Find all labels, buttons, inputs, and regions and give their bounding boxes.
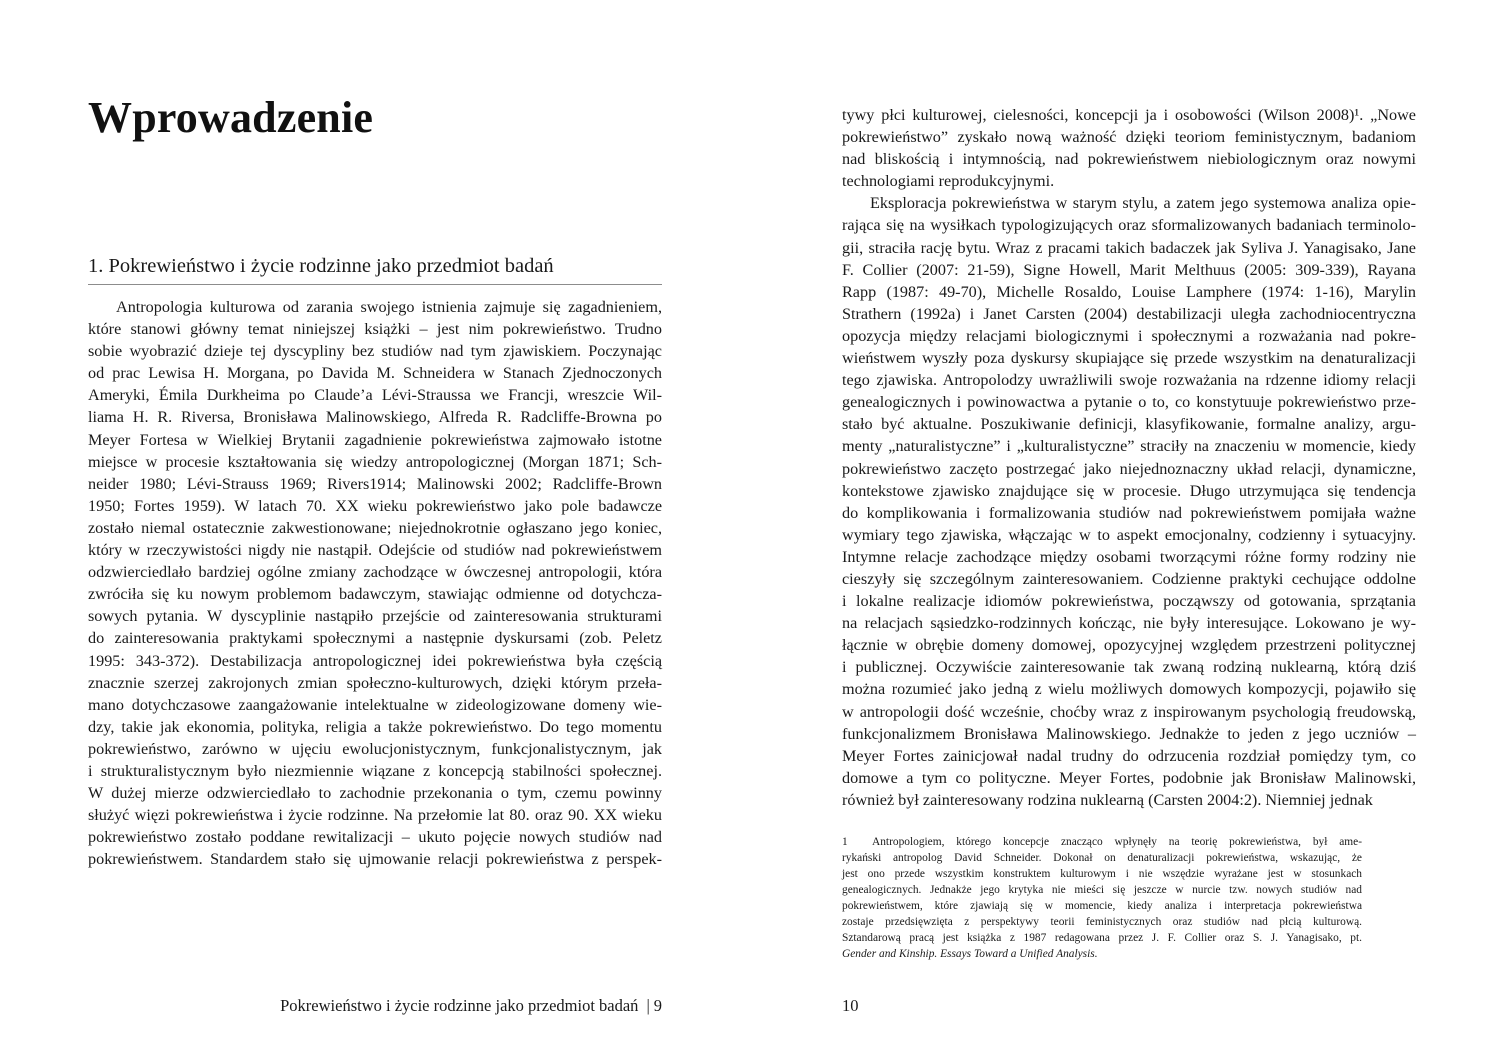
footnote-line: pokrewieństwem, które zjawiają się w momencie, kiedy analiza i interpretacja pokrewieństwa	[842, 900, 1362, 912]
text-line: Ameryki, Émila Durkheima po Claude’a Lévi-Straussa we Francji, wreszcie Wil-	[88, 386, 662, 405]
text-line: opozycja między relacjami biologicznymi i społecznymi a rozważania nad pokre-	[842, 326, 1416, 345]
footnote-line: zostaje przedsięwzięta z perspektywy teorii feministycznych oraz studiów nad płcią kulturową.	[842, 916, 1362, 928]
text-line: sowych pytania. W dyscyplinie nastąpiło przejście od zainteresowania strukturami	[88, 607, 662, 626]
right-body-text	[842, 104, 1416, 811]
text-line: technologiami reprodukcyjnymi.	[842, 172, 1055, 191]
text-line: cieszyły się szczególnym zainteresowaniem. Codzienne praktyki cechujące oddolne	[842, 569, 1416, 588]
text-line: genealogicznych i powinowactwa a pytanie o to, co konstytuuje pokrewieństwo prze-	[842, 393, 1416, 412]
text-line: rająca się na wysiłkach typologizujących oraz sformalizowanych badaniach terminolo-	[842, 216, 1416, 235]
left-body-text	[88, 296, 662, 870]
text-line: pokrewieństwem. Standardem stało się ujmowanie relacji pokrewieństwa z perspek-	[88, 850, 662, 869]
text-line: domowe a tym co polityczne. Meyer Fortes, podobnie jak Bronisław Malinowski,	[842, 768, 1416, 787]
text-line: i strukturalistycznym było niezmiennie wiązane z koncepcją stabilności społecznej.	[88, 761, 662, 780]
page-number-right: 10	[842, 996, 859, 1015]
page-number-left: 9	[653, 996, 662, 1015]
footer-separator: |	[646, 996, 650, 1015]
right-page	[750, 0, 1500, 1064]
text-line: stało być aktualne. Poszukiwanie definicji, klasyfikowanie, formalne analizy, argu-	[842, 415, 1416, 434]
footnote-line: rykański antropolog David Schneider. Dokonał on denaturalizacji pokrewieństwa, wskazując, że	[842, 852, 1362, 864]
text-line: do zainteresowania praktykami społecznymi a następnie dyskursami (zob. Peletz	[88, 629, 662, 648]
text-line: które stanowi główny temat niniejszej książki – jest nim pokrewieństwo. Trudno	[88, 320, 662, 339]
footnote-text: Antropologiem, którego koncepcje znacząco wpłynęły na teorię pokrewieństwa, był ame-	[872, 836, 1362, 848]
text-line: pokrewieństwo zaczęto postrzegać jako niejednoznaczny układ relacji, dynamiczne,	[842, 459, 1416, 478]
text-line: 1995: 343-372). Destabilizacja antropologicznej idei pokrewieństwa była częścią	[88, 651, 662, 670]
text-line: kontekstowe zjawisko znajdujące się w procesie. Długo utrzymująca się tendencja	[842, 481, 1416, 500]
chapter-title: Wprowadzenie	[88, 93, 374, 142]
text-line: dzy, takie jak ekonomia, polityka, religia a także pokrewieństwo. Do tego momentu	[88, 717, 662, 736]
text-line: F. Collier (2007: 21-59), Signe Howell, Marit Melthuus (2005: 309-339), Rayana	[842, 260, 1416, 279]
text-line: menty „naturalistyczne” i „kulturalistyczne” straciły na znaczeniu w momencie, kiedy	[842, 437, 1416, 456]
text-line: znacznie szerzej zakrojonych zmian społeczno-kulturowych, dzięki którym przeła-	[88, 673, 662, 692]
text-line: liama H. R. Riversa, Bronisława Malinowskiego, Alfreda R. Radcliffe-Browna po	[88, 408, 662, 427]
text-line: Rapp (1987: 49-70), Michelle Rosaldo, Louise Lamphere (1974: 1-16), Marylin	[842, 282, 1416, 301]
text-line: wymiary tego zjawiska, włączając w to aspekt emocjonalny, codzienny i sytuacyjny.	[842, 525, 1416, 544]
text-line: pokrewieństwo, zarówno w ujęciu ewolucjonistycznym, funkcjonalistycznym, jak	[88, 739, 662, 758]
text-line: łącznie w obrębie domeny domowej, opozycyjnej względem przestrzeni politycznej	[842, 636, 1416, 655]
text-line: Eksploracja pokrewieństwa w starym stylu, a zatem jego systemowa analiza opie-	[870, 194, 1416, 213]
text-line: który w rzeczywistości nigdy nie nastąpił. Odejście od studiów nad pokrewieństwem	[88, 541, 662, 560]
text-line: do komplikowania i formalizowania studiów nad pokrewieństwem pomijała ważne	[842, 503, 1416, 522]
text-line: sobie wyobrazić dzieje tej dyscypliny bez studiów nad tym zjawiskiem. Poczynając	[88, 342, 662, 361]
text-line: Meyer Fortes zainicjował nadal trudny do odrzucenia rozdział pomiędzy tym, co	[842, 746, 1416, 765]
text-line: mano dotychczasowe zaangażowanie intelektualne w zideologizowane domeny wie-	[88, 695, 662, 714]
footnote	[842, 834, 1362, 962]
text-line: również był zainteresowany rodzina nuklearną (Carsten 2004:2). Niemniej jednak	[842, 790, 1373, 809]
section-heading: 1. Pokrewieństwo i życie rodzinne jako przedmiot badań	[88, 255, 662, 285]
footnote-number: 1	[842, 836, 848, 848]
footnote-line	[842, 834, 1362, 850]
text-line: miejsce w procesie kształtowania się wiedzy antropologicznej (Morgan 1871; Sch-	[88, 452, 662, 471]
text-line: 1950; Fortes 1959). W latach 70. XX wieku pokrewieństwo jako pole badawcze	[88, 496, 662, 515]
text-line: nad bliskością i intymnością, nad pokrewieństwem niebiologicznym oraz nowymi	[842, 150, 1416, 169]
text-line: pokrewieństwo zostało poddane rewitalizacji – ukuto pojęcie nowych studiów nad	[88, 828, 662, 847]
footnote-line: genealogicznych. Jednakże jego krytyka nie mieści się jeszcze w nurcie tzw. nowych studiów nad	[842, 884, 1362, 896]
text-line: odzwierciedlało bardziej ogólne zmiany zachodzące w ówczesnej antropologii, która	[88, 563, 662, 582]
footnote-italic-title: Gender and Kinship. Essays Toward a Unified Analysis.	[842, 948, 1098, 960]
text-line: wieństwem wyszły poza dyskursy skupiające się przede wszystkim na denaturalizacji	[842, 349, 1416, 368]
footnote-line: jest ono przede wszystkim konstruktem kulturowym i nie wszędzie wyrażane jest w stosunkach	[842, 868, 1362, 880]
text-line: i publicznej. Oczywiście zainteresowanie tak zwaną rodziną nuklearną, którą dziś	[842, 658, 1416, 677]
text-line: od prac Lewisa H. Morgana, po Davida M. Schneidera w Stanach Zjednoczonych	[88, 364, 662, 383]
text-line: służyć więzi pokrewieństwa i życie rodzinne. Na przełomie lat 80. oraz 90. XX wieku	[88, 806, 662, 825]
text-line: w antropologii dość wcześnie, choćby wraz z inspirowanym psychologią freudowską,	[842, 702, 1416, 721]
text-line: Meyer Fortesa w Wielkiej Brytanii zagadnienie pokrewieństwa zajmowało istotne	[88, 430, 662, 449]
text-line: Antropologia kulturowa od zarania swojego istnienia zajmuje się zagadnieniem,	[116, 298, 662, 316]
text-line: W dużej mierze odzwierciedlało to zachodnie przekonania o tym, czemu powinny	[88, 784, 662, 803]
text-line: gii, straciła rację bytu. Wraz z pracami takich badaczek jak Syliva J. Yanagisako, Jane	[842, 238, 1416, 257]
text-line: Intymne relacje zachodzące między osobami tworzącymi różne formy rodziny nie	[842, 547, 1416, 566]
footnote-line: Sztandarową pracą jest książka z 1987 redagowana przez J. F. Collier oraz S. J. Yanagisako, pt.	[842, 932, 1362, 944]
text-line: i lokalne realizacje idiomów pokrewieństwa, począwszy od gotowania, sprzątania	[842, 592, 1416, 611]
text-line: funkcjonalizmem Bronisława Malinowskiego. Jednakże to jeden z jego uczniów –	[842, 724, 1416, 743]
text-line: tego zjawiska. Antropolodzy uwrażliwili swoje rozważania na rdzenne idiomy relacji	[842, 371, 1416, 390]
text-line: Strathern (1992a) i Janet Carsten (2004) destabilizacji uległa zachodniocentryczna	[842, 304, 1416, 323]
text-line: zostało niemal ostatecznie zakwestionowane; niejednokrotnie ogłaszano jego koniec,	[88, 518, 662, 537]
running-footer	[280, 996, 662, 1016]
footer-title: Pokrewieństwo i życie rodzinne jako przedmiot badań	[280, 996, 639, 1015]
text-line: tywy płci kulturowej, cielesności, koncepcji ja i osobowości (Wilson 2008)¹. „Nowe	[842, 106, 1416, 124]
text-line: można rozumieć jako jedną z wielu możliwych domowych kompozycji, pojawiło się	[842, 680, 1416, 699]
text-line: pokrewieństwo” zyskało nową ważność dzięki teoriom feministycznym, badaniom	[842, 128, 1416, 147]
text-line: na relacjach sąsiedzko-rodzinnych kończąc, nie były interesujące. Lokowano je wy-	[842, 614, 1416, 633]
text-line: neider 1980; Lévi-Strauss 1969; Rivers1914; Malinowski 2002; Radcliffe-Brown	[88, 474, 662, 493]
text-line: zwróciła się ku nowym problemom badawczym, stawiając odmienne od dotychcza-	[88, 585, 662, 604]
